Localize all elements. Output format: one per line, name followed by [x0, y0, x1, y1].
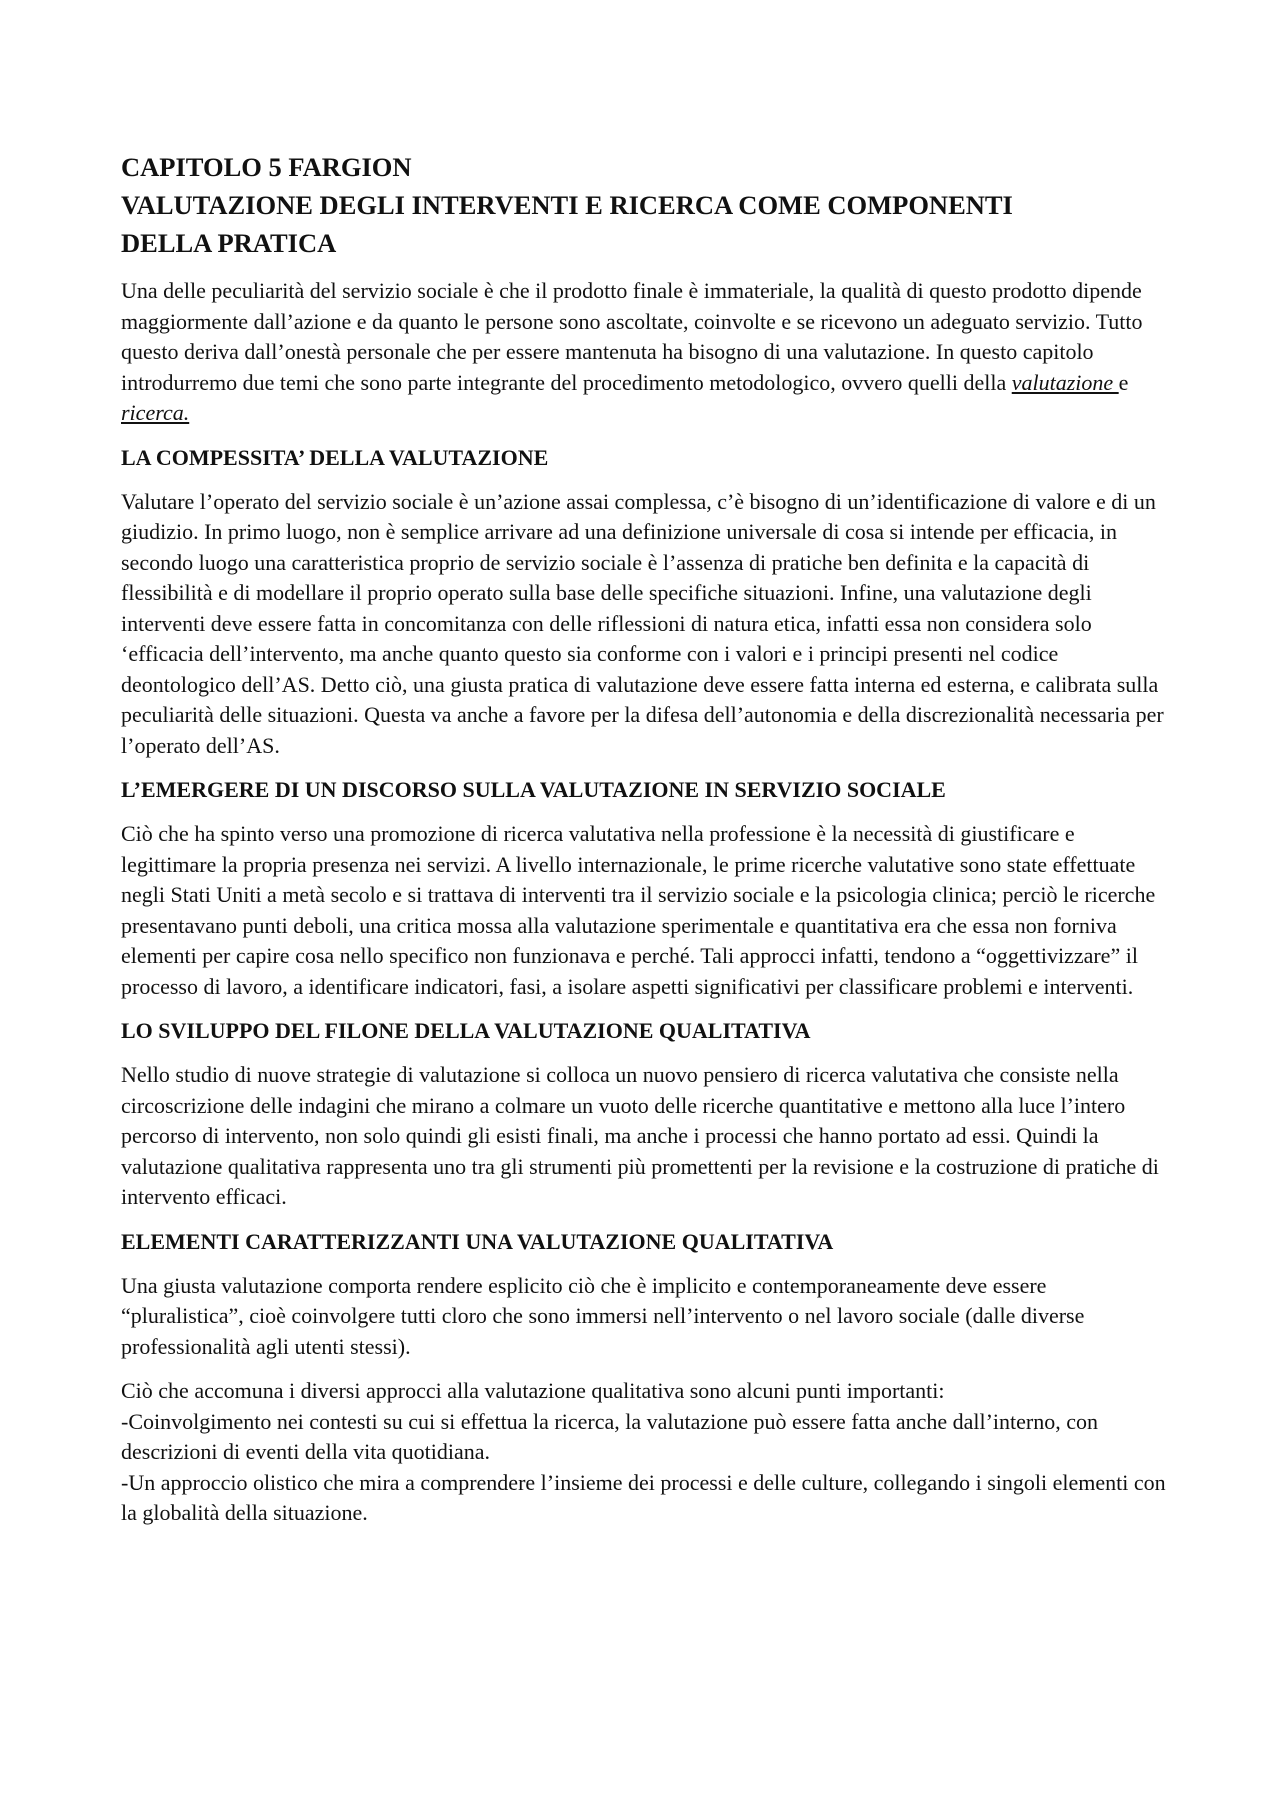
intro-connector: e [1118, 369, 1129, 395]
section-heading-sviluppo: LO SVILUPPO DEL FILONE DELLA VALUTAZIONE QUALITATIVA [121, 1018, 811, 1043]
intro-paragraph [121, 276, 1166, 429]
section-body-emergere: Ciò che ha spinto verso una promozione di ricerca valutativa nella professione è la necessità di giustificare e legittimare la propria presenza nei servizi. A livello internazionale, le prime ricerche valutative sono state effettuate negli Stati Uniti a metà secolo e si trattava di interventi tra il servizio sociale e la psicologia clinica; perciò le ricerche presentavano punti deboli, una critica mossa alla valutazione sperimentale e quantitativa era che essa non forniva elementi per capire cosa nello specifico non funzionava e perché. Tali approcci infatti, tendono a “oggettivizzare” il processo di lavoro, a identificare indicatori, fasi, a isolare aspetti significativi per classificare problemi e interventi. [121, 821, 1156, 999]
chapter-title-line-1: CAPITOLO 5 FARGION [121, 152, 412, 182]
list-item-coinvolgimento: -Coinvolgimento nei contesti su cui si effettua la ricerca, la valutazione può essere fatta anche dall’interno, con descrizioni di eventi della vita quotidiana. [121, 1408, 1099, 1464]
final-paragraph [121, 1376, 1166, 1529]
chapter-title-line-3: DELLA PRATICA [121, 228, 337, 258]
section-body-sviluppo: Nello studio di nuove strategie di valutazione si colloca un nuovo pensiero di ricerca valutativa che consiste nella circoscrizione delle indagini che mirano a colmare un vuoto delle ricerche quantitative e mettono alla luce l’intero percorso di intervento, non solo quindi gli esisti finali, ma anche i processi che hanno portato ad essi. Quindi la valutazione qualitativa rappresenta uno tra gli strumenti più promettenti per la revisione e la costruzione di pratiche di intervento efficaci. [121, 1062, 1159, 1209]
document-page [121, 148, 1166, 1543]
intro-text: Una delle peculiarità del servizio sociale è che il prodotto finale è immateriale, la qualità di questo prodotto dipende maggiormente dall’azione e da quanto le persone sono ascoltate, coinvolte e se ricevono un adeguato servizio. Tutto questo deriva dall’onestà personale che per essere mantenuta ha bisogno di una valutazione. In questo capitolo introdurremo due temi che sono parte integrante del procedimento metodologico, ovvero quelli della [121, 278, 1143, 395]
section-body-elementi: Una giusta valutazione comporta rendere esplicito ciò che è implicito e contemporaneamente deve essere “pluralistica”, cioè coinvolgere tutti cloro che sono immersi nell’intervento o nel lavoro sociale (dalle diverse professionalità agli utenti stessi). [121, 1272, 1085, 1359]
list-item-approccio-olistico: -Un approccio olistico che mira a comprendere l’insieme dei processi e delle culture, collegando i singoli elementi con la globalità della situazione. [121, 1469, 1166, 1525]
term-ricerca: ricerca. [121, 400, 190, 425]
section-body-complessita: Valutare l’operato del servizio sociale è un’azione assai complessa, c’è bisogno di un’identificazione di valore e di un giudizio. In primo luogo, non è semplice arrivare ad una definizione universale di cosa si intende per efficacia, in secondo luogo una caratteristica proprio de servizio sociale è l’assenza di pratiche ben definita e la capacità di flessibilità e di modellare il proprio operato sulla base delle specifiche situazioni. Infine, una valutazione degli interventi deve essere fatta in concomitanza con delle riflessioni di natura etica, infatti essa non considera solo ‘efficacia dell’intervento, ma anche quanto questo sia conforme con i valori e i principi presenti nel codice deontologico dell’AS. Detto ciò, una giusta pratica di valutazione deve essere fatta interna ed esterna, e calibrata sulla peculiarità delle situazioni. Questa va anche a favore per la difesa dell’autonomia e della discrezionalità necessaria per l’operato dell’AS. [121, 488, 1164, 758]
section-heading-elementi: ELEMENTI CARATTERIZZANTI UNA VALUTAZIONE QUALITATIVA [121, 1228, 834, 1254]
section-heading-complessita: LA COMPESSITA’ DELLA VALUTAZIONE [121, 444, 549, 470]
chapter-title-line-2: VALUTAZIONE DEGLI INTERVENTI E RICERCA COME COMPONENTI [121, 190, 1013, 220]
section-heading-emergere: L’EMERGERE DI UN DISCORSO SULLA VALUTAZIONE IN SERVIZIO SOCIALE [121, 777, 946, 802]
term-valutazione: valutazione [1011, 369, 1119, 395]
chapter-title [121, 148, 1166, 262]
final-lead: Ciò che accomuna i diversi approcci alla valutazione qualitativa sono alcuni punti importanti: [121, 1378, 945, 1403]
